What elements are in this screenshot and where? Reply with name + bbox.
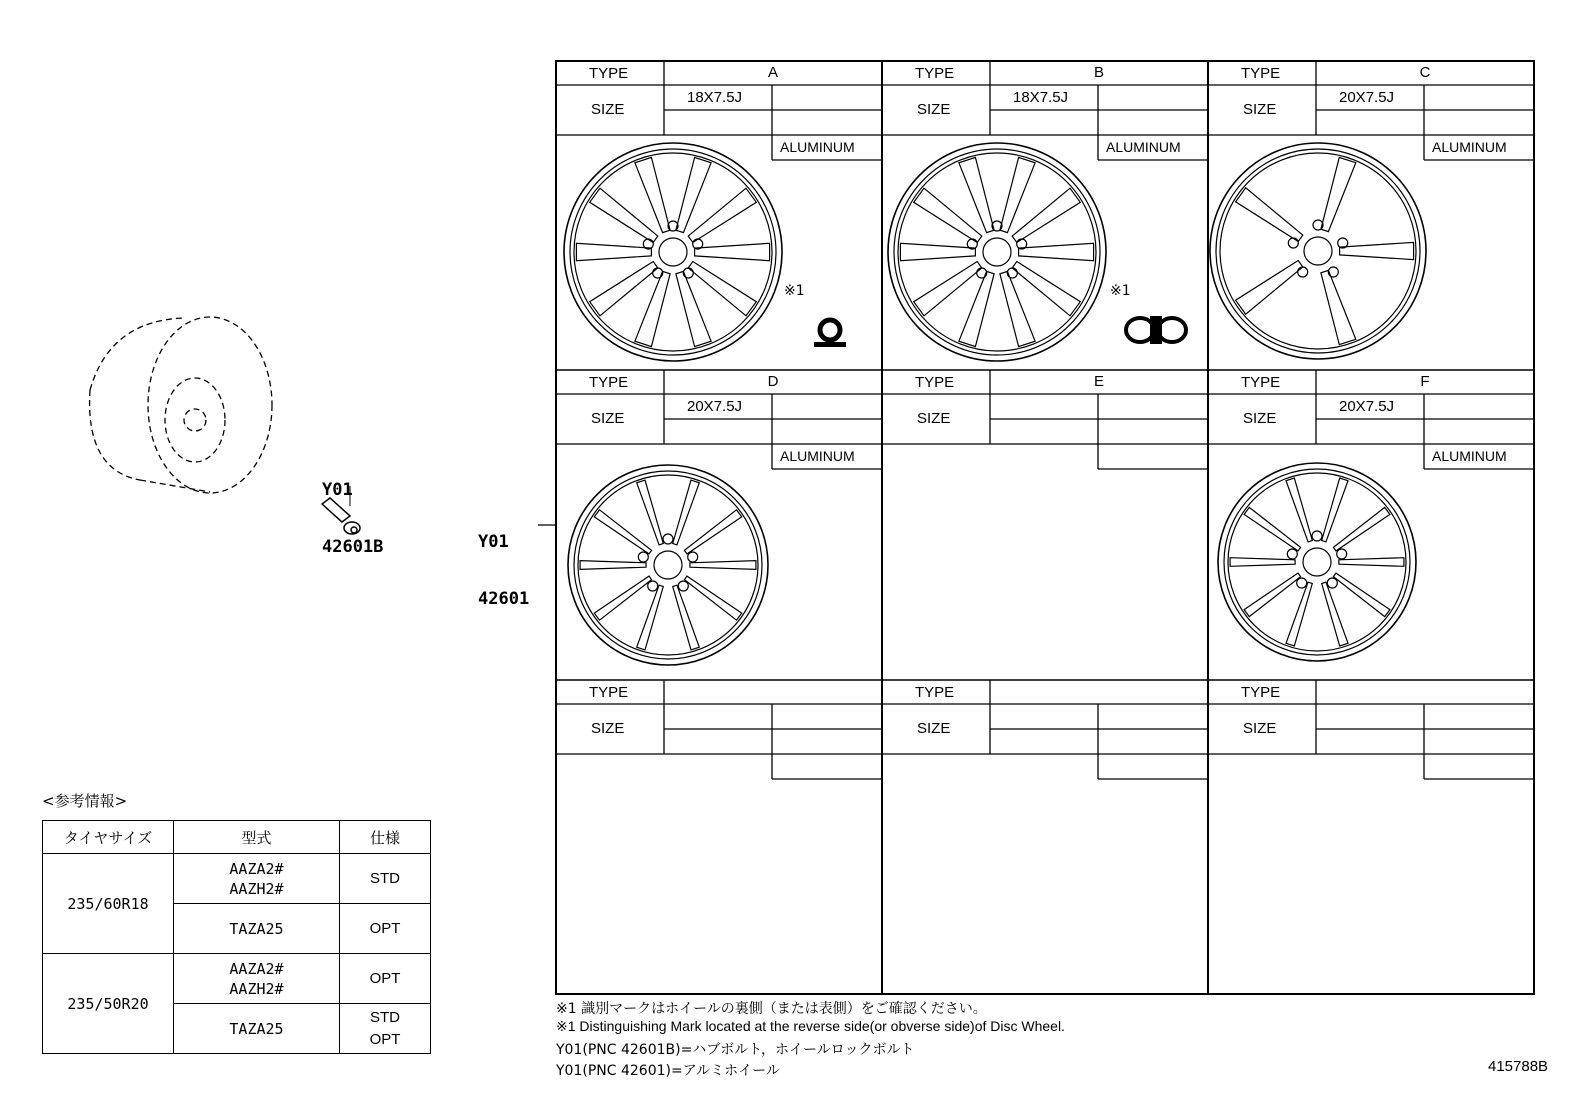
reference-heading: <参考情報> <box>42 792 128 810</box>
ref-spec: OPT <box>369 1030 401 1048</box>
cell-material: ALUMINUM <box>780 139 855 155</box>
footnote-en: ※1 Distinguishing Mark located at the reverse side(or obverse side)of Disc Wheel. <box>556 1018 1065 1034</box>
cell-size: 18X7.5J <box>1013 89 1069 106</box>
ref-model: AAZA2# <box>229 959 284 978</box>
ref-tire-size: 235/50R20 <box>43 954 174 1054</box>
cell-material: ALUMINUM <box>1432 448 1507 464</box>
size-label: SIZE <box>1243 720 1277 737</box>
wheel-d-drawing <box>566 460 770 670</box>
ref-model: AAZH2# <box>229 979 284 998</box>
illustration-id: 415788B <box>1488 1058 1549 1075</box>
type-label: TYPE <box>1241 374 1281 391</box>
wheel-callout-code: Y01 <box>478 532 509 552</box>
ref-spec: STD <box>340 854 431 904</box>
size-label: SIZE <box>917 101 951 118</box>
ref-spec-cell <box>340 1004 431 1054</box>
size-label: SIZE <box>591 410 625 427</box>
cell-type: C <box>1419 64 1431 81</box>
footnote-jp: ※1 識別マークはホイールの裏側（または表側）をご確認ください。 <box>556 1001 987 1017</box>
ref-model: TAZA25 <box>174 904 340 954</box>
ref-tire-size: 235/60R18 <box>43 854 174 954</box>
cell-type: F <box>1420 373 1430 390</box>
cell-size: 20X7.5J <box>1339 89 1395 106</box>
wheel-b-drawing <box>886 140 1108 365</box>
reference-table <box>42 820 431 1054</box>
cell-type: B <box>1093 64 1104 81</box>
type-label: TYPE <box>915 374 955 391</box>
size-label: SIZE <box>1243 101 1277 118</box>
mark-note: ※1 <box>784 283 805 299</box>
cell-type: E <box>1093 373 1104 390</box>
type-label: TYPE <box>589 374 629 391</box>
mark-note: ※1 <box>1110 283 1131 299</box>
type-label: TYPE <box>589 684 629 701</box>
type-label: TYPE <box>915 684 955 701</box>
pnc-note-wheel: Y01(PNC 42601)=アルミホイール <box>556 1063 780 1079</box>
size-label: SIZE <box>1243 410 1277 427</box>
cell-type: A <box>767 64 778 81</box>
type-label: TYPE <box>1241 684 1281 701</box>
cell-size: 20X7.5J <box>1339 398 1395 415</box>
ref-model: AAZA2# <box>229 859 284 878</box>
ref-spec: STD <box>370 1008 400 1026</box>
size-label: SIZE <box>591 720 625 737</box>
wheel-callout-pnc: 42601 <box>478 589 530 609</box>
ref-model-cell <box>174 954 340 1004</box>
size-label: SIZE <box>591 101 625 118</box>
ref-header-tire: タイヤサイズ <box>43 821 174 854</box>
ref-model: AAZH2# <box>229 879 284 898</box>
cell-size: 18X7.5J <box>687 89 743 106</box>
type-label: TYPE <box>915 65 955 82</box>
rotation-symbol-icon <box>1120 310 1192 350</box>
ref-header-model: 型式 <box>174 821 340 854</box>
ref-spec: OPT <box>340 954 431 1004</box>
ref-model: TAZA25 <box>174 1004 340 1054</box>
wheel-f-drawing <box>1216 460 1418 665</box>
cell-size: 20X7.5J <box>687 398 743 415</box>
ref-model-cell <box>174 854 340 904</box>
ref-spec: OPT <box>340 904 431 954</box>
wheel-c-drawing <box>1208 140 1428 362</box>
lock-symbol-icon <box>810 312 850 352</box>
bolt-callout-code: Y01 <box>322 480 353 500</box>
wheel-a-drawing <box>562 140 784 365</box>
bolt-callout-pnc: 42601B <box>322 537 384 557</box>
pnc-note-bolt: Y01(PNC 42601B)=ハブボルト，ホイールロックボルト <box>556 1042 915 1058</box>
size-label: SIZE <box>917 410 951 427</box>
type-label: TYPE <box>1241 65 1281 82</box>
cell-material: ALUMINUM <box>780 448 855 464</box>
ref-header-spec: 仕様 <box>340 821 431 854</box>
size-label: SIZE <box>917 720 951 737</box>
cell-material: ALUMINUM <box>1106 139 1181 155</box>
cell-type: D <box>767 373 779 390</box>
cell-material: ALUMINUM <box>1432 139 1507 155</box>
type-label: TYPE <box>589 65 629 82</box>
